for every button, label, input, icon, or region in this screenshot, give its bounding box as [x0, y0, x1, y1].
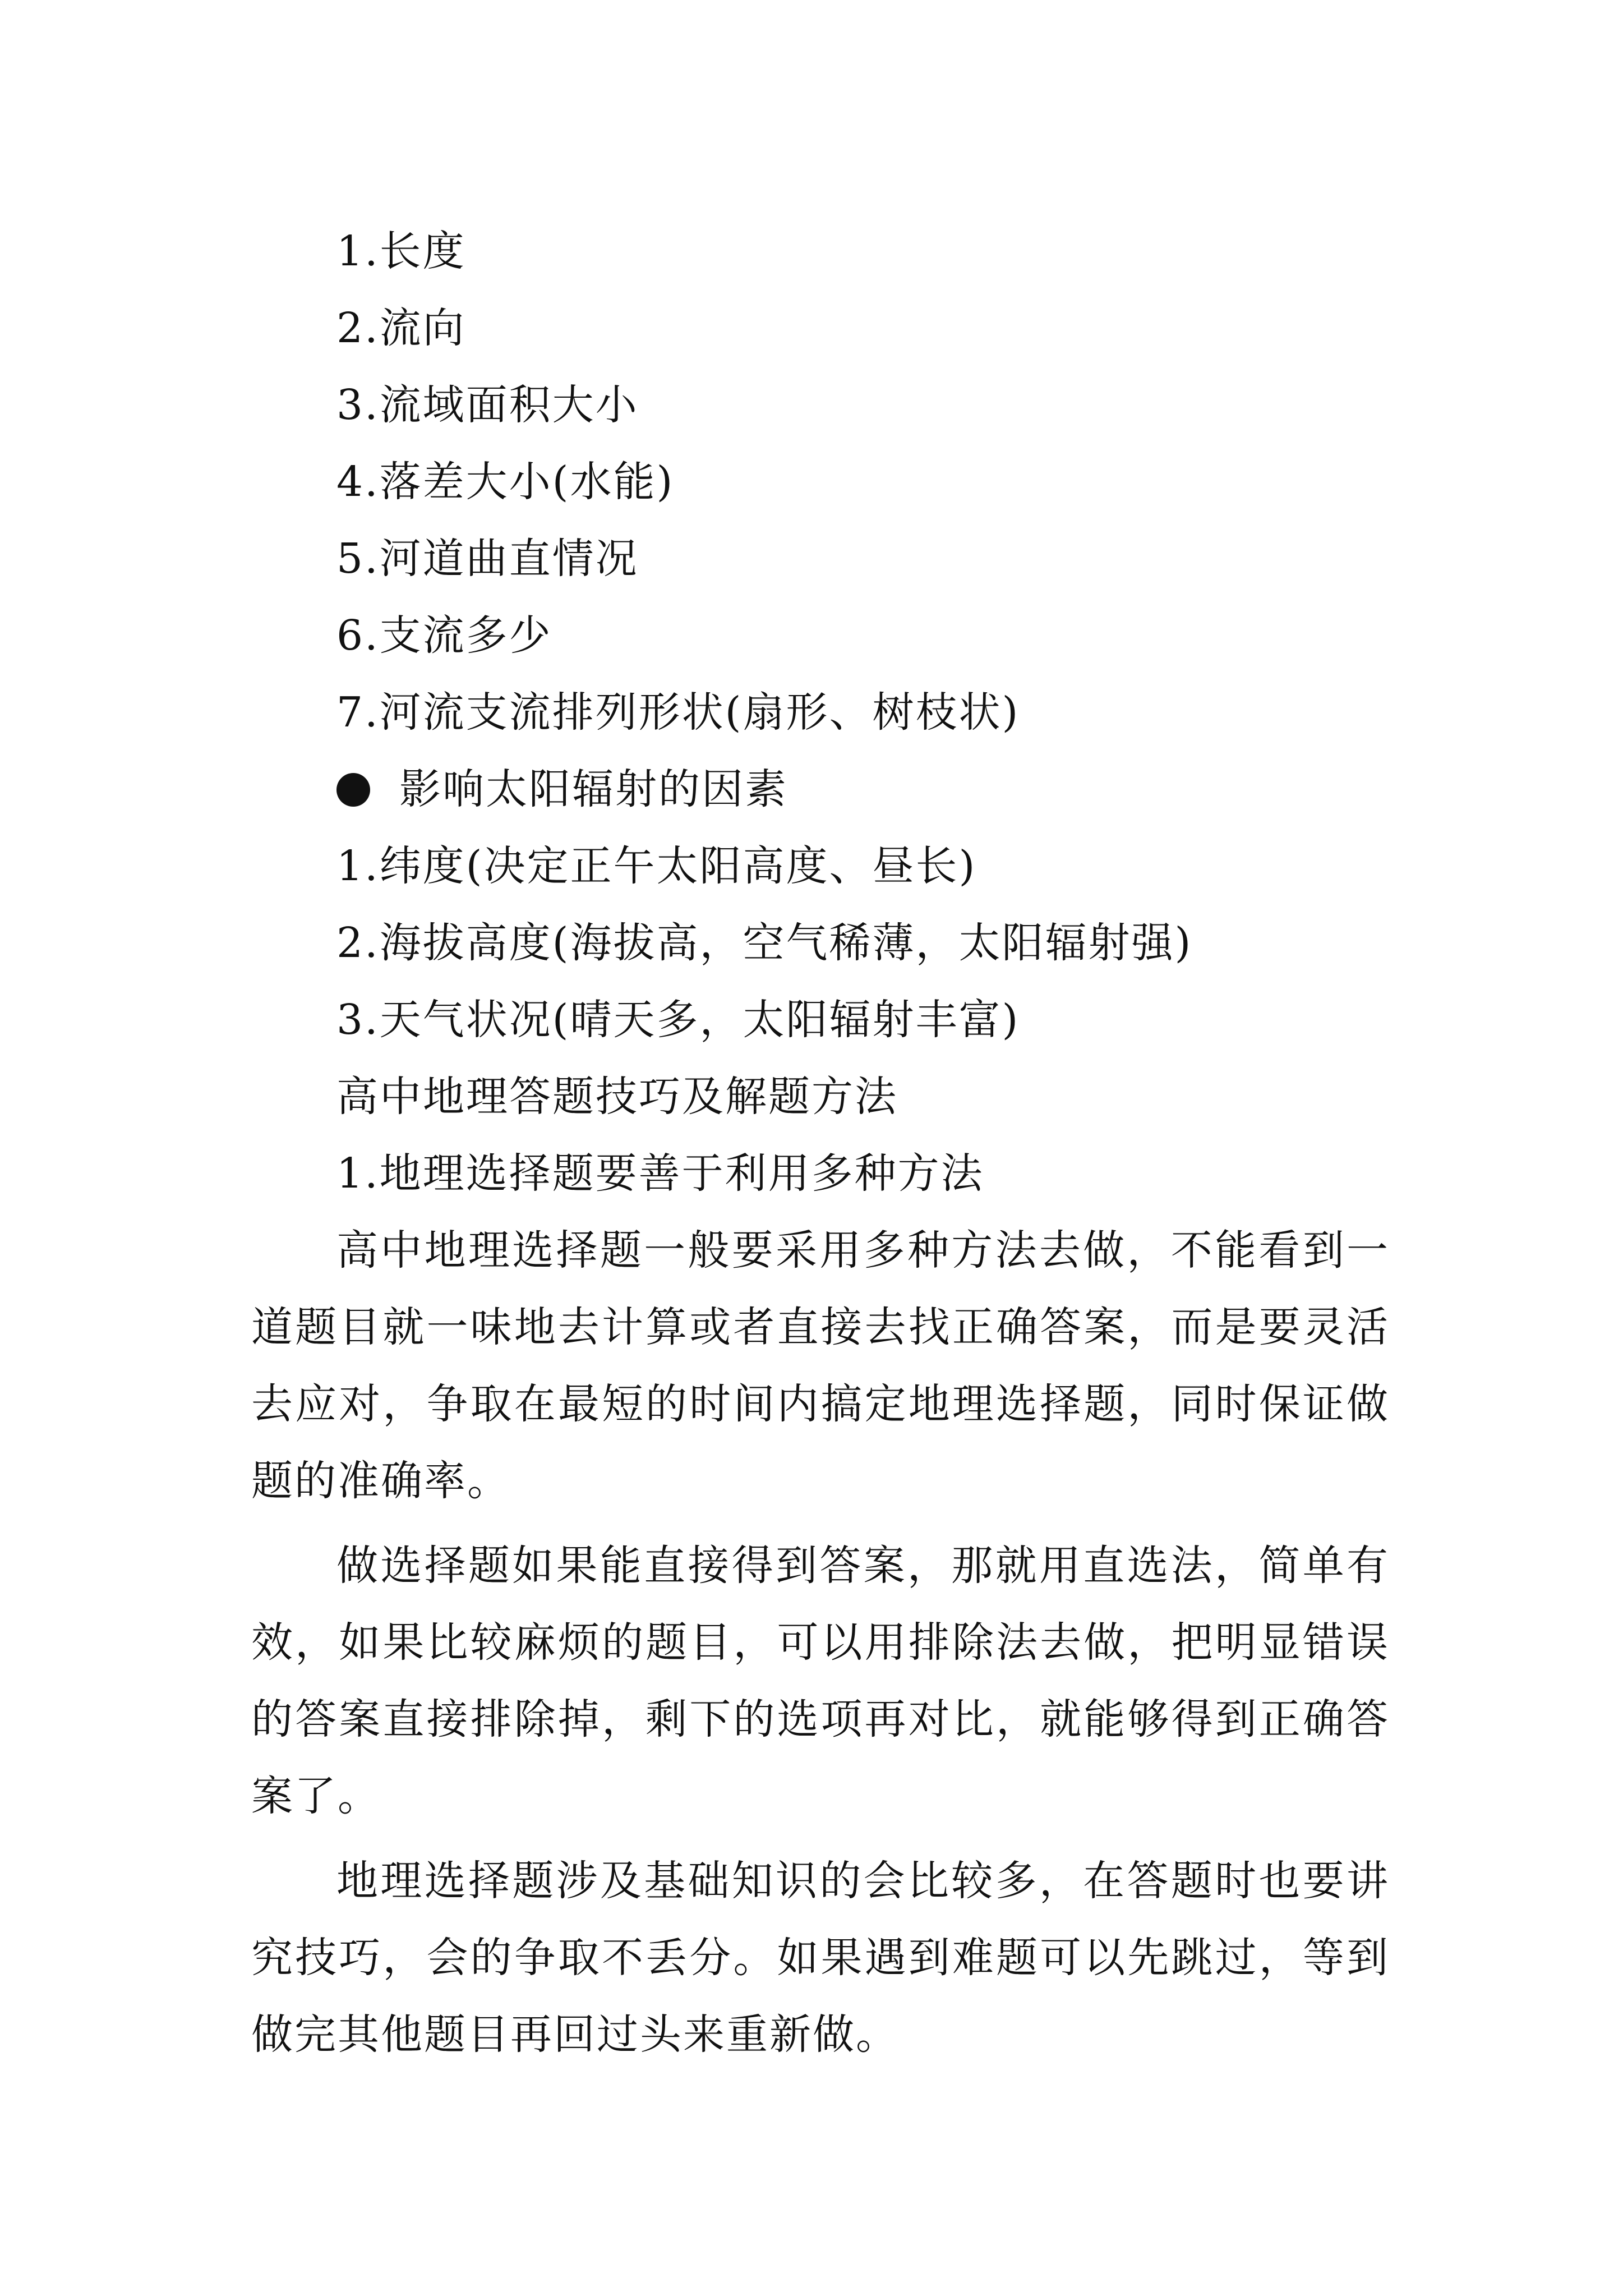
solar-factor-item: 1.纬度(决定正午太阳高度、昼长)	[336, 842, 977, 890]
river-feature-item: 4.落差大小(水能)	[336, 458, 675, 506]
solar-section-heading	[251, 751, 1390, 828]
solar-factor-item: 2.海拔高度(海拔高，空气稀薄，太阳辐射强)	[336, 919, 1193, 967]
river-feature-item: 2.流向	[336, 304, 466, 352]
document-content	[251, 213, 1390, 2081]
river-feature-item: 1.长度	[336, 227, 466, 275]
bullet-icon	[336, 773, 370, 807]
river-feature-item: 7.河流支流排列形状(扇形、树枝状)	[336, 688, 1020, 737]
river-feature-item: 3.流域面积大小	[336, 381, 639, 429]
tips-subtitle: 1.地理选择题要善于利用多种方法	[336, 1149, 984, 1198]
solar-factor-item: 3.天气状况(晴天多，太阳辐射丰富)	[336, 996, 1020, 1044]
solar-heading-text: 影响太阳辐射的因素	[399, 765, 788, 813]
river-feature-item: 6.支流多少	[336, 611, 552, 660]
tips-title: 高中地理答题技巧及解题方法	[336, 1073, 898, 1121]
river-feature-item: 5.河道曲直情况	[336, 535, 639, 583]
tips-paragraph: 高中地理选择题一般要采用多种方法去做，不能看到一道题目就一味地去计算或者直接去找正确答案，而是要灵活去应对，争取在最短的时间内搞定地理选择题，同时保证做题的准确率。	[251, 1226, 1390, 1505]
tips-paragraph: 做选择题如果能直接得到答案，那就用直选法，简单有效，如果比较麻烦的题目，可以用排除法去做，把明显错误的答案直接排除掉，剩下的选项再对比，就能够得到正确答案了。	[251, 1542, 1390, 1820]
tips-paragraph: 地理选择题涉及基础知识的会比较多，在答题时也要讲究技巧，会的争取不丢分。如果遇到难题可以先跳过，等到做完其他题目再回过头来重新做。	[251, 1857, 1390, 2059]
